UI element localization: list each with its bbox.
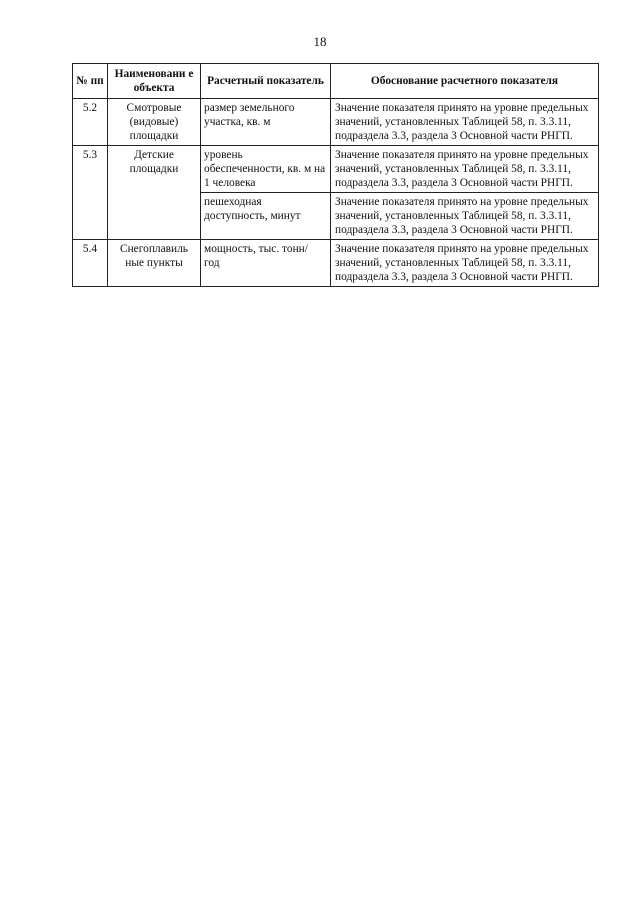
- header-number: № пп: [73, 64, 108, 99]
- indicator-basis: Значение показателя принято на уровне предельных значений, установленных Таблицей 58, п. 3.3.11, подраздела 3.3, раздела 3 Основной части РНГП.: [331, 99, 599, 146]
- object-name: Смотровые (видовые) площадки: [108, 99, 201, 146]
- indicator-basis: Значение показателя принято на уровне предельных значений, установленных Таблицей 58, п. 3.3.11, подраздела 3.3, раздела 3 Основной части РНГП.: [331, 193, 599, 240]
- indicator-name: размер земельного участка, кв. м: [201, 99, 331, 146]
- table-row: [73, 146, 599, 193]
- indicator-name: пешеходная доступность, минут: [201, 193, 331, 240]
- table-row: [73, 99, 599, 146]
- indicator-name: мощность, тыс. тонн/ год: [201, 240, 331, 287]
- header-indicator-basis: Обоснование расчетного показателя: [331, 64, 599, 99]
- row-number: 5.2: [73, 99, 108, 146]
- row-number: 5.3: [73, 146, 108, 240]
- table-row: [73, 240, 599, 287]
- page-number: 18: [313, 34, 327, 49]
- indicators-table: [72, 63, 599, 287]
- object-name: Снегоплавиль ные пункты: [108, 240, 201, 287]
- header-calculated-indicator: Расчетный показатель: [201, 64, 331, 99]
- indicator-basis: Значение показателя принято на уровне предельных значений, установленных Таблицей 58, п. 3.3.11, подраздела 3.3, раздела 3 Основной части РНГП.: [331, 146, 599, 193]
- row-number: 5.4: [73, 240, 108, 287]
- indicator-basis: Значение показателя принято на уровне предельных значений, установленных Таблицей 58, п. 3.3.11, подраздела 3.3, раздела 3 Основной части РНГП.: [331, 240, 599, 287]
- table-header-row: [73, 64, 599, 99]
- header-object-name: Наименовани е объекта: [108, 64, 201, 99]
- indicator-name: уровень обеспеченности, кв. м на 1 человека: [201, 146, 331, 193]
- object-name: Детские площадки: [108, 146, 201, 240]
